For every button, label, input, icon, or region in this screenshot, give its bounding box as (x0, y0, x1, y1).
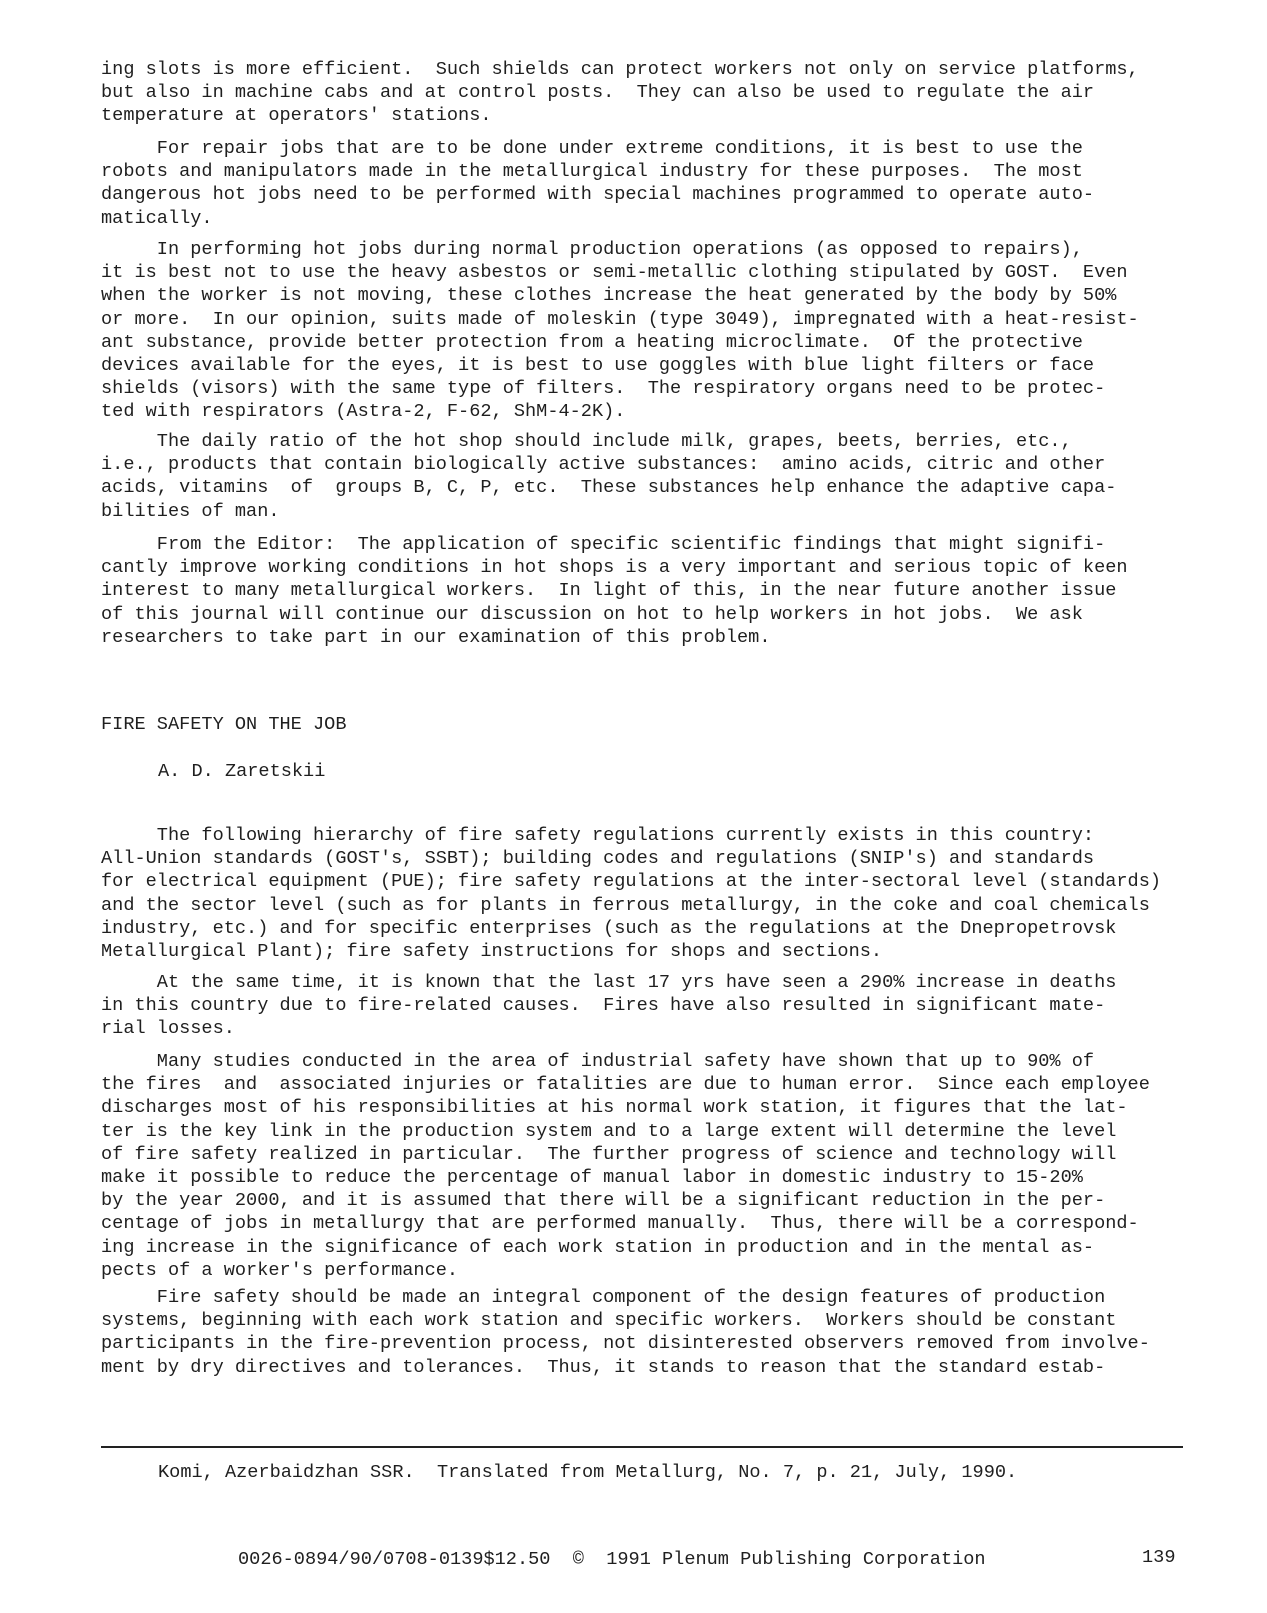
editor-note-paragraph: From the Editor: The application of specific scientific findings that might signifi- cantly improve working conditions in hot shops is a very important and serious topic of keen interest to many metallurgical workers. In light of this, in the near future another issue of this journal will continue our discussion on hot to help workers in hot jobs. We ask researchers to take part in our examination of this problem. (101, 534, 1128, 648)
article-author: A. D. Zaretskii (158, 761, 326, 782)
footnote: Komi, Azerbaidzhan SSR. Translated from Metallurg, No. 7, p. 21, July, 1990. (158, 1462, 1018, 1483)
body-paragraph: For repair jobs that are to be done under extreme conditions, it is best to use the robots and manipulators made in the metallurgical industry for these purposes. The most dangerous hot jobs need to be performed with special machines programmed to operate auto- matically. (101, 138, 1095, 229)
body-paragraph: In performing hot jobs during normal production operations (as opposed to repairs), it is best not to use the heavy asbestos or semi-metallic clothing stipulated by GOST. Even when the worker is not moving, these clothes increase the heat generated by the body by 50% or more. In our opinion, suits made of moleskin (type 3049), impregnated with a heat-resist- ant substance, provide better protection from a heating microclimate. Of the protective devices available for the eyes, it is best to use goggles with blue light filters or face shields (visors) with the same type of filters. The respiratory organs need to be protec- ted with respirators (Astra-2, F-62, ShM-4-2K). (101, 239, 1139, 423)
body-paragraph: The daily ratio of the hot shop should include milk, grapes, beets, berries, etc., i.e., products that contain biologically active substances: amino acids, citric and other acids, vitamins of groups B, C, P, etc. These substances help enhance the adaptive capa- bilities of man. (101, 431, 1117, 522)
article-title: FIRE SAFETY ON THE JOB (101, 714, 347, 735)
body-paragraph: Many studies conducted in the area of industrial safety have shown that up to 90% of the fires and associated injuries or fatalities are due to human error. Since each employee discharges most of his responsibilities at his normal work station, it figures that the lat- ter is the key link in the production system and to a large extent will determine the level of fire safety realized in particular. The further progress of science and technology will make it possible to reduce the percentage of manual labor in domestic industry to 15-20% by the year 2000, and it is assumed that there will be a significant reduction in the per- centage of jobs in metallurgy that are performed manually. Thus, there will be a correspond- ing increase in the significance of each work station in production and in the mental as- pects of a worker's performance. (101, 1051, 1150, 1281)
body-paragraph: At the same time, it is known that the last 17 yrs have seen a 290% increase in deaths in this country due to fire-related causes. Fires have also resulted in significant mate- rial losses. (101, 972, 1117, 1040)
footnote-divider (101, 1446, 1183, 1448)
body-paragraph: ing slots is more efficient. Such shields can protect workers not only on service platforms, but also in machine cabs and at control posts. They can also be used to regulate the air temperature at operators' stations. (101, 59, 1139, 127)
publication-code: 0026-0894/90/0708-0139$12.50 © 1991 Plenum Publishing Corporation (238, 1549, 986, 1570)
body-paragraph: The following hierarchy of fire safety regulations currently exists in this country: All-Union standards (GOST's, SSBT); building codes and regulations (SNIP's) and standards for electrical equipment (PUE); fire safety regulations at the inter-sectoral level (standards) and the sector level (such as for plants in ferrous metallurgy, in the coke and coal chemicals industry, etc.) and for specific enterprises (such as the regulations at the Dnepropetrovsk Metallurgical Plant); fire safety instructions for shops and sections. (101, 825, 1162, 963)
page-number: 139 (1142, 1547, 1176, 1568)
body-paragraph: Fire safety should be made an integral component of the design features of production systems, beginning with each work station and specific workers. Workers should be constant participants in the fire-prevention process, not disinterested observers removed from involve- ment by dry directives and tolerances. Thus, it stands to reason that the standard estab- (101, 1287, 1150, 1378)
